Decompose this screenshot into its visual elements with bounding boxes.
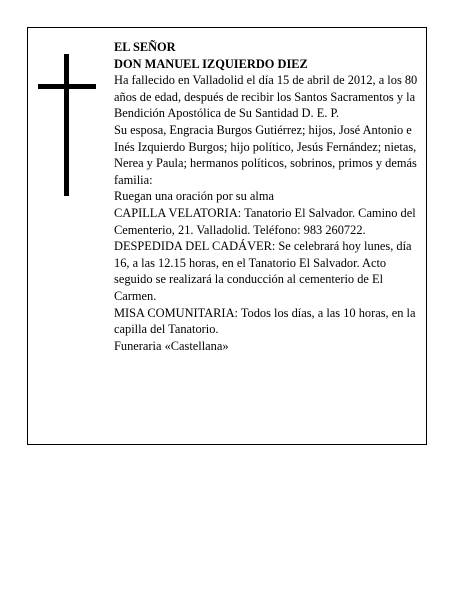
heading-title: EL SEÑOR — [114, 40, 176, 54]
deceased-name: DON MANUEL IZQUIERDO DIEZ — [114, 56, 308, 71]
funeral-home: Funeraria «Castellana» — [114, 338, 229, 353]
obituary-text — [114, 39, 426, 354]
chapel-info: CAPILLA VELATORIA: Tanatorio El Salvador. Camino del Cementerio, 21. Valladolid. Teléfono: 983 260722. — [114, 205, 416, 237]
cross-vertical-bar — [64, 54, 69, 196]
farewell-info: DESPEDIDA DEL CADÁVER: Se celebrará hoy lunes, día 16, a las 12.15 horas, en el Tanatorio El Salvador. Acto seguido se realizará la conducción al cementerio de El Carmen. — [114, 239, 412, 303]
death-announcement: Ha fallecido en Valladolid el día 15 de abril de 2012, a los 80 años de edad, después de recibir los Santos Sacramentos y la Bendición Apostólica de Su Santidad D. E. P. — [114, 73, 418, 121]
mass-info: MISA COMUNITARIA: Todos los días, a las 10 horas, en la capilla del Tanatorio. — [114, 305, 416, 337]
prayer-request: Ruegan una oración por su alma — [114, 189, 274, 204]
cross-horizontal-bar — [38, 84, 96, 89]
family-list: Su esposa, Engracia Burgos Gutiérrez; hijos, José Antonio e Inés Izquierdo Burgos; hijo político, Jesús Fernández; nietas, Nerea y Paula; hermanos políticos, sobrinos, primos y demás familia: — [114, 122, 417, 187]
